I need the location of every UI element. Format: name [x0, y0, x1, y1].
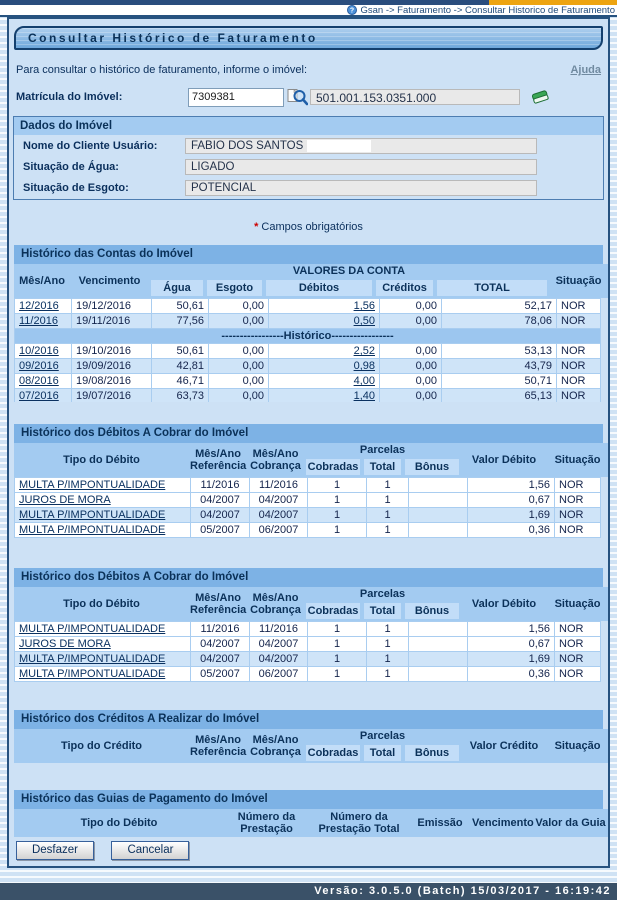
cell-cobr: 06/2007 [250, 523, 307, 537]
cell-venc: 19/11/2016 [72, 314, 151, 328]
debito-row [15, 637, 600, 651]
col-total: Total [362, 601, 403, 621]
col-agua: Água [149, 278, 205, 298]
col-bonus: Bônus [403, 601, 461, 621]
cell-debitos [269, 314, 379, 328]
cell-venc: 19/08/2016 [72, 374, 151, 388]
cell-mes [15, 359, 71, 373]
col-mes-referencia: Mês/Ano Referência [190, 734, 247, 758]
cell-situacao: NOR [555, 652, 600, 666]
cell-esgoto: 0,00 [209, 374, 268, 388]
cell-total: 1 [367, 493, 408, 507]
cell-situacao: NOR [555, 637, 600, 651]
cell-creditos: 0,00 [380, 389, 441, 402]
tipo-debito-link[interactable]: MULTA P/IMPONTUALIDADE [19, 479, 166, 491]
col-total: TOTAL [435, 278, 549, 298]
debito-row [15, 652, 600, 666]
cell-situacao: NOR [557, 389, 600, 402]
cell-total: 50,71 [442, 374, 556, 388]
col-mes-cobranca: Mês/Ano Cobrança [250, 734, 301, 758]
col-tipo-credito: Tipo do Crédito [60, 740, 143, 752]
cell-ref: 05/2007 [191, 667, 249, 681]
cell-cobr: 04/2007 [250, 493, 307, 507]
col-valor-debito: Valor Débito [471, 454, 537, 466]
mes-ano-link[interactable]: 07/2016 [19, 390, 59, 402]
historico-separator-row [15, 329, 600, 343]
col-mes-referencia: Mês/Ano Referência [190, 592, 247, 616]
breadcrumb[interactable]: Gsan -> Faturamento -> Consultar Historico de Faturamento [360, 4, 615, 16]
cell-cobradas: 1 [308, 652, 366, 666]
cell-cobr: 06/2007 [250, 667, 307, 681]
debito-valor-link[interactable]: 0,98 [353, 360, 375, 372]
cell-total: 1 [367, 508, 408, 522]
cell-mes [15, 299, 71, 313]
creditos-section [14, 710, 603, 763]
cell-total: 65,13 [442, 389, 556, 402]
conta-row [15, 389, 600, 402]
col-mes-cobranca: Mês/Ano Cobrança [250, 448, 301, 472]
col-situacao: Situação [554, 454, 601, 466]
col-valor-guia: Valor da Guia [535, 817, 606, 829]
cell-debitos [269, 359, 379, 373]
cell-bonus [409, 652, 467, 666]
col-group-parcelas: Parcelas [359, 444, 406, 456]
col-cobradas: Cobradas [304, 457, 362, 477]
cell-esgoto: 0,00 [209, 389, 268, 402]
situacao-agua-label: Situação de Água: [23, 161, 119, 173]
nome-cliente-label: Nome do Cliente Usuário: [23, 140, 158, 152]
guias-section [14, 790, 606, 837]
cell-ref: 11/2016 [191, 478, 249, 492]
desfazer-button[interactable]: Desfazer [16, 841, 94, 860]
cell-ref: 05/2007 [191, 523, 249, 537]
cell-mes [15, 389, 71, 402]
debitos-title: Histórico dos Débitos A Cobrar do Imóvel [14, 568, 603, 587]
col-group-parcelas: Parcelas [359, 730, 406, 742]
cell-esgoto: 0,00 [209, 314, 268, 328]
cell-agua: 50,61 [152, 344, 208, 358]
cell-situacao: NOR [557, 374, 600, 388]
cell-situacao: NOR [557, 359, 600, 373]
cell-tipo [15, 637, 190, 651]
col-bonus: Bônus [403, 457, 461, 477]
debito-row [15, 622, 600, 636]
cell-tipo [15, 523, 190, 537]
situacao-esgoto-value: POTENCIAL [185, 180, 537, 196]
cell-situacao: NOR [555, 667, 600, 681]
cell-creditos: 0,00 [380, 314, 441, 328]
debitos-title: Histórico dos Débitos A Cobrar do Imóvel [14, 424, 603, 443]
col-tipo-debito: Tipo do Débito [80, 817, 158, 829]
col-total: Total [362, 457, 403, 477]
required-note: * Campos obrigatórios [254, 221, 363, 233]
tipo-debito-link[interactable]: MULTA P/IMPONTUALIDADE [19, 623, 166, 635]
cell-mes [15, 344, 71, 358]
cell-creditos: 0,00 [380, 359, 441, 373]
cell-valor: 0,67 [468, 637, 554, 651]
cell-situacao: NOR [555, 493, 600, 507]
col-esgoto: Esgoto [205, 278, 264, 298]
col-vencimento: Vencimento [472, 817, 534, 829]
cell-bonus [409, 493, 467, 507]
debito-row [15, 478, 600, 492]
matricula-input[interactable] [188, 88, 284, 107]
cell-valor: 1,69 [468, 508, 554, 522]
mes-ano-link[interactable]: 08/2016 [19, 375, 59, 387]
cell-cobradas: 1 [308, 667, 366, 681]
col-numero-prestacao: Número da Prestação [237, 811, 296, 835]
dados-imovel-box [13, 116, 604, 200]
col-mes-referencia: Mês/Ano Referência [190, 448, 247, 472]
version-footer: Versão: 3.0.5.0 (Batch) 15/03/2017 - 16:19:42 [0, 883, 617, 900]
col-situacao: Situação [554, 740, 601, 752]
conta-row [15, 374, 600, 388]
col-mes-ano: Mês/Ano [19, 275, 65, 287]
cell-cobradas: 1 [308, 478, 366, 492]
situacao-esgoto-label: Situação de Esgoto: [23, 182, 129, 194]
cell-bonus [409, 508, 467, 522]
cell-cobr: 04/2007 [250, 652, 307, 666]
breadcrumb-bar [0, 5, 617, 17]
cell-total: 1 [367, 652, 408, 666]
cell-total: 53,13 [442, 344, 556, 358]
contas-header [14, 264, 608, 298]
debito-valor-link[interactable]: 4,00 [353, 375, 375, 387]
col-mes-cobranca: Mês/Ano Cobrança [250, 592, 301, 616]
contas-title: Histórico das Contas do Imóvel [14, 245, 603, 264]
cell-valor: 1,56 [468, 622, 554, 636]
cell-ref: 04/2007 [191, 508, 249, 522]
cell-situacao: NOR [557, 299, 600, 313]
cell-ref: 04/2007 [191, 652, 249, 666]
tipo-debito-link[interactable]: MULTA P/IMPONTUALIDADE [19, 509, 166, 521]
cell-esgoto: 0,00 [209, 359, 268, 373]
cell-total: 1 [367, 622, 408, 636]
cell-situacao: NOR [557, 314, 600, 328]
conta-row [15, 299, 600, 313]
col-debitos: Débitos [264, 278, 374, 298]
cell-total: 52,17 [442, 299, 556, 313]
col-situacao: Situação [555, 275, 602, 287]
debitos-section-1 [14, 424, 603, 541]
redaction-box [307, 140, 371, 152]
col-situacao: Situação [554, 598, 601, 610]
debitos-section-2 [14, 568, 603, 685]
contas-section [14, 245, 603, 402]
cell-situacao: NOR [555, 622, 600, 636]
col-total: Total [362, 743, 403, 763]
tipo-debito-link[interactable]: MULTA P/IMPONTUALIDADE [19, 653, 166, 665]
cell-bonus [409, 637, 467, 651]
matricula-label: Matrícula do Imóvel: [16, 91, 123, 103]
dados-imovel-title: Dados do Imóvel [14, 117, 603, 135]
historico-separator: -----------------Histórico----------------- [15, 329, 600, 343]
col-valor-debito: Valor Débito [471, 598, 537, 610]
cell-total: 1 [367, 637, 408, 651]
svg-text:?: ? [350, 7, 355, 15]
cell-esgoto: 0,00 [209, 299, 268, 313]
cell-debitos [269, 299, 379, 313]
debitos-table [14, 477, 601, 538]
cell-total: 1 [367, 667, 408, 681]
creditos-header [14, 729, 608, 763]
conta-row [15, 314, 600, 328]
cell-mes [15, 374, 71, 388]
contas-table [14, 298, 601, 402]
debitos-header [14, 443, 608, 477]
cell-total: 1 [367, 478, 408, 492]
eraser-icon[interactable] [531, 90, 550, 105]
col-valor-credito: Valor Crédito [469, 740, 539, 752]
cell-agua: 42,81 [152, 359, 208, 373]
cell-creditos: 0,00 [380, 374, 441, 388]
cell-cobradas: 1 [308, 637, 366, 651]
cell-venc: 19/07/2016 [72, 389, 151, 402]
col-tipo-debito: Tipo do Débito [63, 598, 140, 610]
cell-total: 78,06 [442, 314, 556, 328]
cell-valor: 0,36 [468, 667, 554, 681]
search-magnifier-icon[interactable] [287, 88, 308, 107]
cell-total: 1 [367, 523, 408, 537]
mes-ano-link[interactable]: 10/2016 [19, 345, 59, 357]
page-title: Consultar Histórico de Faturamento [14, 26, 603, 50]
cell-ref: 11/2016 [191, 622, 249, 636]
cell-cobr: 04/2007 [250, 637, 307, 651]
debito-valor-link[interactable]: 1,40 [353, 390, 375, 402]
cell-ref: 04/2007 [191, 493, 249, 507]
debitos-table [14, 621, 601, 682]
cell-tipo [15, 667, 190, 681]
cell-venc: 19/10/2016 [72, 344, 151, 358]
guias-title: Histórico das Guias de Pagamento do Imóvel [14, 790, 603, 809]
cell-cobr: 11/2016 [250, 478, 307, 492]
col-creditos: Créditos [374, 278, 435, 298]
debito-valor-link[interactable]: 1,56 [353, 300, 375, 312]
conta-row [15, 344, 600, 358]
col-cobradas: Cobradas [304, 601, 362, 621]
cell-bonus [409, 523, 467, 537]
cell-agua: 46,71 [152, 374, 208, 388]
debito-row [15, 493, 600, 507]
col-numero-prestacao-total: Número da Prestação Total [318, 811, 400, 835]
tipo-debito-link[interactable]: MULTA P/IMPONTUALIDADE [19, 524, 166, 536]
cell-debitos [269, 344, 379, 358]
cell-cobradas: 1 [308, 493, 366, 507]
cell-valor: 0,36 [468, 523, 554, 537]
cell-bonus [409, 622, 467, 636]
cell-situacao: NOR [555, 508, 600, 522]
situacao-agua-value: LIGADO [185, 159, 537, 175]
col-emissao: Emissão [417, 817, 463, 829]
col-group-parcelas: Parcelas [359, 588, 406, 600]
debito-valor-link[interactable]: 0,50 [353, 315, 375, 327]
cell-valor: 1,69 [468, 652, 554, 666]
col-vencimento: Vencimento [78, 275, 141, 287]
col-bonus: Bônus [403, 743, 461, 763]
cell-valor: 1,56 [468, 478, 554, 492]
debito-row [15, 667, 600, 681]
cell-situacao: NOR [555, 478, 600, 492]
cell-tipo [15, 652, 190, 666]
cell-bonus [409, 667, 467, 681]
cell-ref: 04/2007 [191, 637, 249, 651]
cell-agua: 63,73 [152, 389, 208, 402]
cell-situacao: NOR [555, 523, 600, 537]
tipo-debito-link[interactable]: JUROS DE MORA [19, 638, 111, 650]
tipo-debito-link[interactable]: JUROS DE MORA [19, 494, 111, 506]
cell-agua: 77,56 [152, 314, 208, 328]
cell-debitos [269, 374, 379, 388]
cell-cobradas: 1 [308, 508, 366, 522]
mes-ano-link[interactable]: 12/2016 [19, 300, 59, 312]
conta-row [15, 359, 600, 373]
cell-bonus [409, 478, 467, 492]
cell-mes [15, 314, 71, 328]
cell-tipo [15, 622, 190, 636]
cell-valor: 0,67 [468, 493, 554, 507]
required-star: * [254, 221, 259, 233]
help-ball-icon[interactable] [347, 5, 357, 15]
cell-tipo [15, 478, 190, 492]
cell-debitos [269, 389, 379, 402]
help-link[interactable]: Ajuda [570, 64, 601, 76]
debito-valor-link[interactable]: 2,52 [353, 345, 375, 357]
cell-venc: 19/09/2016 [72, 359, 151, 373]
cancelar-button[interactable]: Cancelar [111, 841, 189, 860]
instruction-text: Para consultar o histórico de faturamento, informe o imóvel: [16, 64, 308, 76]
col-tipo-debito: Tipo do Débito [63, 454, 140, 466]
cell-esgoto: 0,00 [209, 344, 268, 358]
cell-cobradas: 1 [308, 523, 366, 537]
cell-tipo [15, 493, 190, 507]
mes-ano-link[interactable]: 09/2016 [19, 360, 59, 372]
guias-header [14, 809, 608, 837]
creditos-title: Histórico dos Créditos A Realizar do Imóvel [14, 710, 603, 729]
mes-ano-link[interactable]: 11/2016 [19, 315, 58, 327]
cell-cobr: 11/2016 [250, 622, 307, 636]
cell-tipo [15, 508, 190, 522]
col-group-valores: VALORES DA CONTA [292, 265, 406, 277]
main-panel [7, 17, 610, 868]
inscricao-field: 501.001.153.0351.000 [310, 89, 520, 105]
cell-creditos: 0,00 [380, 299, 441, 313]
debitos-header [14, 587, 608, 621]
debito-row [15, 523, 600, 537]
cell-total: 43,79 [442, 359, 556, 373]
debito-row [15, 508, 600, 522]
cell-agua: 50,61 [152, 299, 208, 313]
tipo-debito-link[interactable]: MULTA P/IMPONTUALIDADE [19, 668, 166, 680]
nome-cliente-value: FABIO DOS SANTOS [185, 138, 537, 154]
cell-cobr: 04/2007 [250, 508, 307, 522]
cell-venc: 19/12/2016 [72, 299, 151, 313]
cell-cobradas: 1 [308, 622, 366, 636]
cell-creditos: 0,00 [380, 344, 441, 358]
col-cobradas: Cobradas [304, 743, 362, 763]
cell-situacao: NOR [557, 344, 600, 358]
